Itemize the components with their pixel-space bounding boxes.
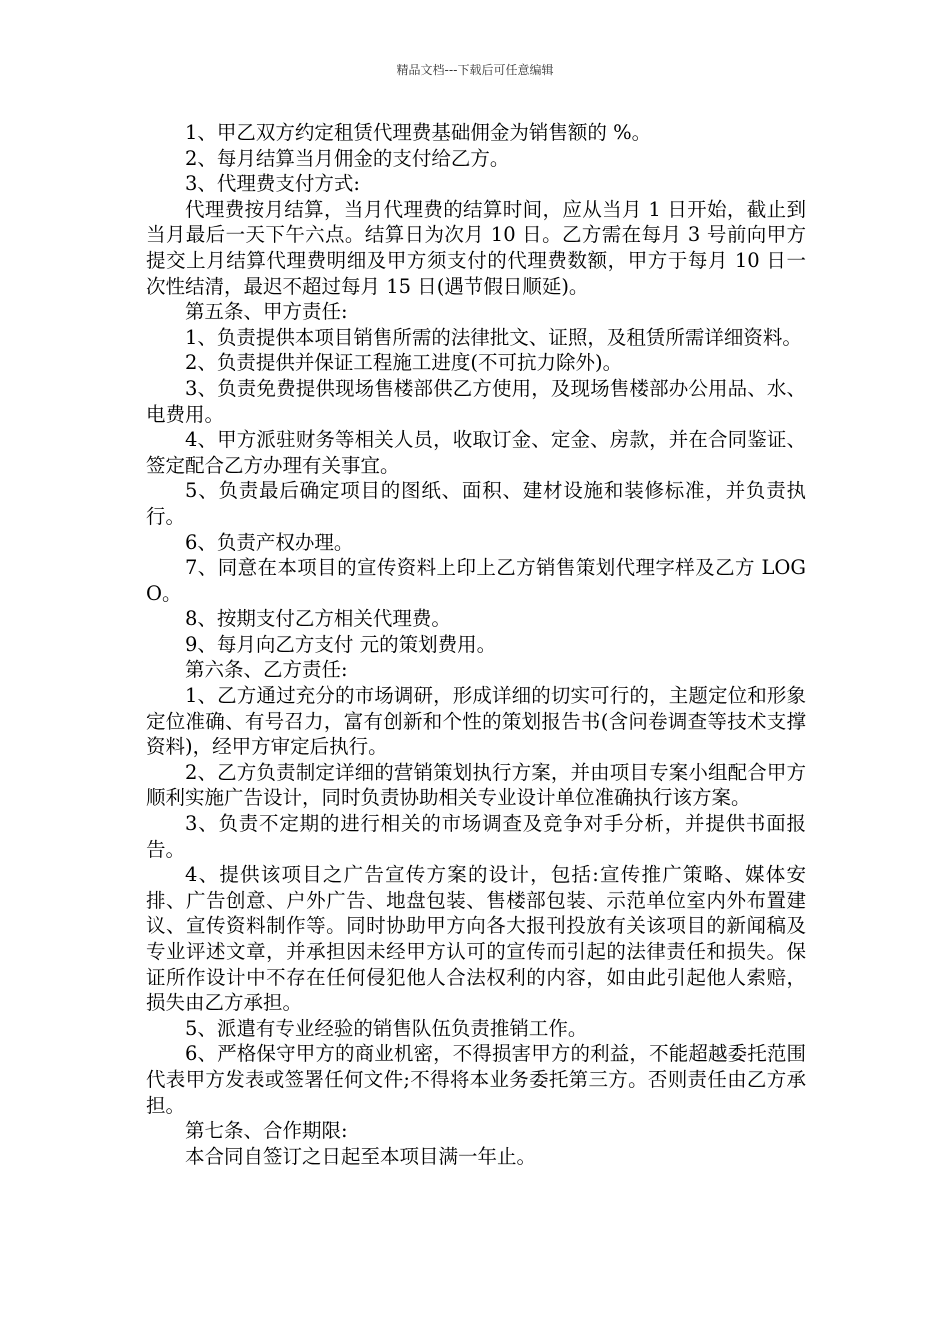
paragraph-party-b-duty-1: 1、乙方通过充分的市场调研，形成详细的切实可行的，主题定位和形象定位准确、有号召力，富有创新和个性的策划报告书(含问卷调查等技术支撑资料)，经甲方审定后执行。 bbox=[146, 684, 806, 759]
paragraph-party-a-duty-7: 7、同意在本项目的宣传资料上印上乙方销售策划代理字样及乙方 LOGO。 bbox=[146, 556, 806, 605]
paragraph-party-a-duty-9: 9、每月向乙方支付 元的策划费用。 bbox=[185, 632, 497, 656]
paragraph-party-a-duty-1: 1、负责提供本项目销售所需的法律批文、证照，及租赁所需详细资料。 bbox=[185, 325, 802, 349]
document-body bbox=[146, 120, 806, 1169]
paragraph-party-b-duty-6: 6、严格保守甲方的商业机密，不得损害甲方的利益，不能超越委托范围代表甲方发表或签署任何文件;不得将本业务委托第三方。否则责任由乙方承担。 bbox=[146, 1042, 806, 1117]
paragraph-party-a-duty-3: 3、负责免费提供现场售楼部供乙方使用，及现场售楼部办公用品、水、电费用。 bbox=[146, 376, 806, 426]
paragraph-party-a-duty-2: 2、负责提供并保证工程施工进度(不可抗力除外)。 bbox=[185, 351, 623, 375]
section-heading-article-7: 第七条、合作期限: bbox=[185, 1119, 348, 1143]
paragraph-party-a-duty-8: 8、按期支付乙方相关代理费。 bbox=[185, 607, 451, 631]
paragraph-cooperation-term: 本合同自签订之日起至本项目满一年止。 bbox=[185, 1144, 537, 1168]
paragraph-party-a-duty-6: 6、负责产权办理。 bbox=[185, 530, 354, 554]
paragraph-party-b-duty-4: 4、提供该项目之广告宣传方案的设计，包括:宣传推广策略、媒体安排、广告创意、户外广告、地盘包装、售楼部包装、示范单位室内外布置建议、宣传资料制作等。同时协助甲方向各大报刊投放有关该项目的新闻稿及专业评述文章，并承担因未经甲方认可的宣传而引起的法律责任和损失。保证所作设计中不存在任何侵犯他人合法权利的内容，如由此引起他人索赔，损失由乙方承担。 bbox=[146, 863, 806, 1015]
paragraph-party-b-duty-3: 3、负责不定期的进行相关的市场调查及竞争对手分析，并提供书面报告。 bbox=[146, 812, 806, 861]
page-header: 精品文档---下载后可任意编辑 bbox=[396, 63, 554, 77]
paragraph-payment-method-detail: 代理费按月结算，当月代理费的结算时间，应从当月 1 日开始，截止到当月最后一天下午六点。结算日为次月 10 日。乙方需在每月 3 号前向甲方提交上月结算代理费明细及甲方须支付的代理费数额，甲方于每月 10 日一次性结清，最迟不超过每月 15 日(遇节假日顺延)。 bbox=[146, 197, 806, 298]
paragraph-commission-rate: 1、甲乙双方约定租赁代理费基础佣金为销售额的 %。 bbox=[185, 121, 652, 144]
paragraph-party-a-duty-5: 5、负责最后确定项目的图纸、面积、建材设施和装修标准，并负责执行。 bbox=[146, 479, 806, 528]
section-heading-article-6: 第六条、乙方责任: bbox=[185, 658, 348, 682]
paragraph-payment-method-heading: 3、代理费支付方式: bbox=[185, 172, 360, 196]
paragraph-party-b-duty-2: 2、乙方负责制定详细的营销策划执行方案，并由项目专案小组配合甲方顺利实施广告设计，同时负责协助相关专业设计单位准确执行该方案。 bbox=[146, 760, 806, 810]
section-heading-article-5: 第五条、甲方责任: bbox=[185, 300, 348, 324]
paragraph-party-b-duty-5: 5、派遣有专业经验的销售队伍负责推销工作。 bbox=[185, 1016, 588, 1040]
paragraph-party-a-duty-4: 4、甲方派驻财务等相关人员，收取订金、定金、房款，并在合同鉴证、签定配合乙方办理有关事宜。 bbox=[146, 428, 806, 477]
paragraph-monthly-settlement: 2、每月结算当月佣金的支付给乙方。 bbox=[185, 146, 510, 170]
